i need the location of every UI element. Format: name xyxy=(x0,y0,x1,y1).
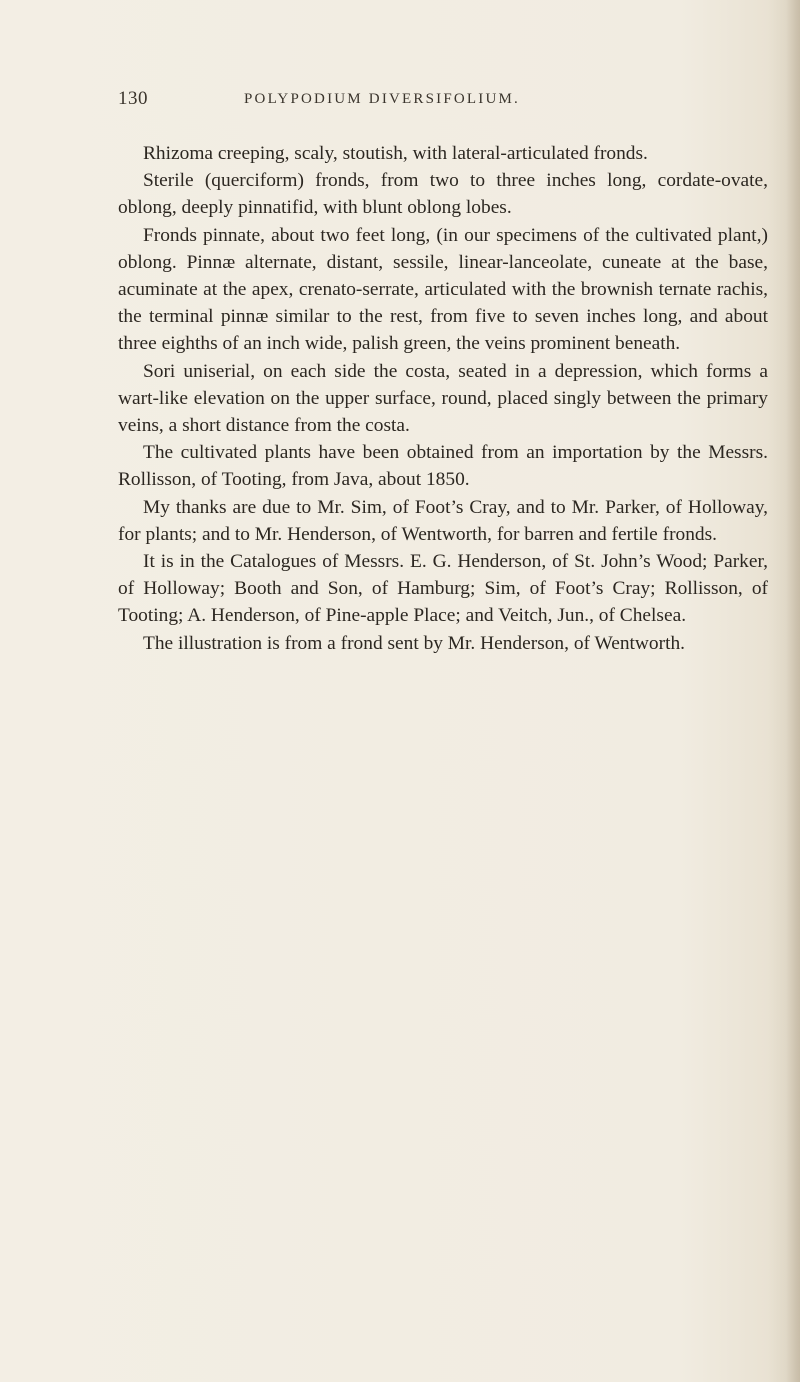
paragraph-thanks: My thanks are due to Mr. Sim, of Foot’s Cray, and to Mr. Parker, of Holloway, for plants; and to Mr. Henderson, of Wentworth, for barren and fertile fronds. xyxy=(118,496,768,545)
paragraph-catalogues: It is in the Catalogues of Messrs. E. G. Henderson, of St. John’s Wood; Parker, of Holloway; Booth and Son, of Hamburg; Sim, of Foot’s Cray; Rollisson, of Tooting; A. Henderson, of Pine-apple Place; and Veitch, Jun., of Chelsea. xyxy=(118,551,768,627)
page-header xyxy=(118,88,768,118)
page-number: 130 xyxy=(118,88,148,109)
paragraph-cultivated-plants: The cultivated plants have been obtained from an importation by the Messrs. Rollisson, of Tooting, from Java, about 1850. xyxy=(118,442,768,491)
paragraph-illustration: The illustration is from a frond sent by Mr. Henderson, of Wentworth. xyxy=(143,632,685,654)
running-title: POLYPODIUM DIVERSIFOLIUM. xyxy=(244,91,521,107)
paragraph-sori: Sori uniserial, on each side the costa, seated in a depression, which forms a wart-like elevation on the upper surface, round, placed singly between the primary veins, a short distance from the costa. xyxy=(118,360,768,437)
body-text xyxy=(118,140,768,657)
paragraph-fronds-pinnate: Fronds pinnate, about two feet long, (in our specimens of the cultivated plant,) oblong. Pinnæ alternate, distant, sessile, linear-lanceolate, cuneate at the base, acuminate at the apex, crenato-serrate, articulated with the brownish ternate rachis, the terminal pinnæ similar to the rest, from five to seven inches long, and about three eighths of an inch wide, palish green, the veins prominent beneath. xyxy=(118,224,768,355)
page-edge-shadow xyxy=(786,0,800,1382)
paragraph-sterile-fronds: Sterile (querciform) fronds, from two to three inches long, cordate-ovate, oblong, deeply pinnatifid, with blunt oblong lobes. xyxy=(118,170,768,219)
paragraph-rhizoma: Rhizoma creeping, scaly, stoutish, with lateral-articulated fronds. xyxy=(143,143,648,164)
